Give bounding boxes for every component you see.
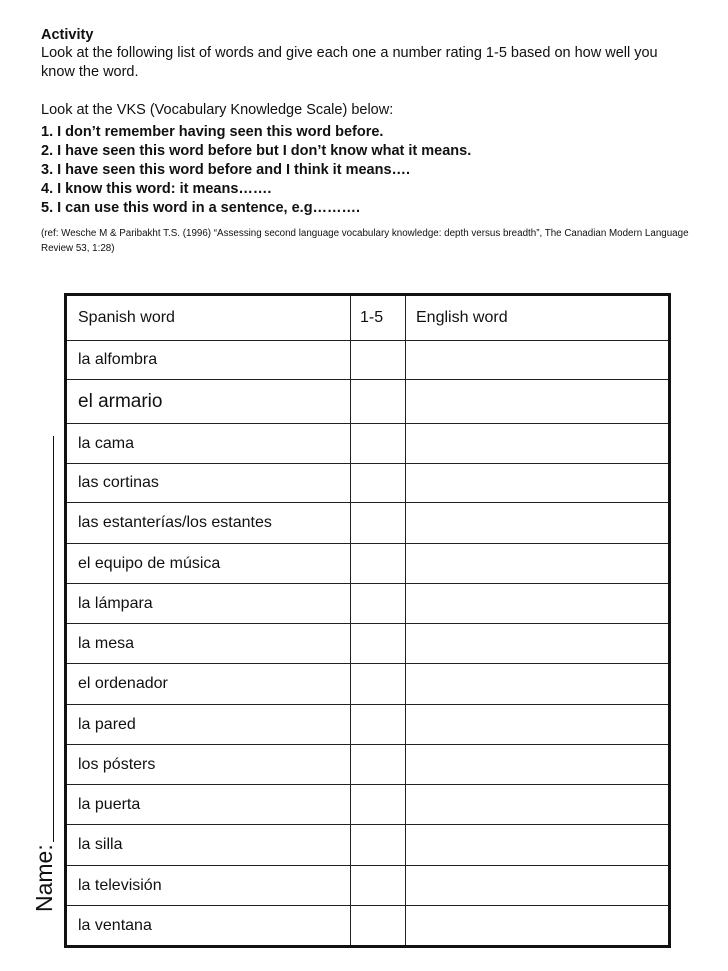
- activity-title: Activity: [41, 27, 94, 43]
- spanish-word-cell: la televisión: [66, 866, 351, 906]
- header-rating: 1-5: [351, 295, 406, 341]
- spanish-word-cell: la silla: [66, 825, 351, 866]
- english-word-cell[interactable]: [406, 380, 670, 424]
- spanish-word-cell: la pared: [66, 705, 351, 745]
- table-row: [66, 664, 670, 705]
- table-row: [66, 503, 670, 544]
- rating-cell[interactable]: [351, 544, 406, 584]
- spanish-word-cell: la lámpara: [66, 584, 351, 624]
- header-spanish-word: Spanish word: [66, 295, 351, 341]
- rating-cell[interactable]: [351, 745, 406, 785]
- english-word-cell[interactable]: [406, 424, 670, 464]
- spanish-word-cell: la mesa: [66, 624, 351, 664]
- table-row: [66, 825, 670, 866]
- reference-citation: (ref: Wesche M & Paribakht T.S. (1996) “Assessing second language vocabulary knowledge: depth versus breadth”, The Canadian Modern Language Review 53, 1:28): [41, 228, 689, 254]
- rating-cell[interactable]: [351, 424, 406, 464]
- english-word-cell[interactable]: [406, 584, 670, 624]
- vks-scale-list: [41, 123, 691, 218]
- english-word-cell[interactable]: [406, 624, 670, 664]
- english-word-cell[interactable]: [406, 544, 670, 584]
- name-label: Name:: [31, 844, 57, 912]
- header-english-word: English word: [406, 295, 670, 341]
- english-word-cell[interactable]: [406, 785, 670, 825]
- rating-cell[interactable]: [351, 825, 406, 866]
- scale-item-3: 3. I have seen this word before and I think it means….: [41, 162, 411, 178]
- spanish-word-cell: el equipo de música: [66, 544, 351, 584]
- scale-item-5: 5. I can use this word in a sentence, e.g……….: [41, 200, 361, 216]
- rating-cell[interactable]: [351, 624, 406, 664]
- spanish-word-cell: los pósters: [66, 745, 351, 785]
- english-word-cell[interactable]: [406, 464, 670, 503]
- rating-cell[interactable]: [351, 503, 406, 544]
- table-row: [66, 745, 670, 785]
- table-row: [66, 785, 670, 825]
- rating-cell[interactable]: [351, 584, 406, 624]
- name-field[interactable]: [31, 436, 57, 912]
- activity-instructions: Look at the following list of words and give each one a number rating 1-5 based on how well you know the word.: [41, 45, 658, 80]
- scale-item-1: 1. I don’t remember having seen this word before.: [41, 124, 384, 140]
- vks-intro: Look at the VKS (Vocabulary Knowledge Scale) below:: [41, 102, 394, 118]
- english-word-cell[interactable]: [406, 825, 670, 866]
- spanish-word-cell: la puerta: [66, 785, 351, 825]
- spanish-word-cell: la ventana: [66, 906, 351, 947]
- rating-cell[interactable]: [351, 341, 406, 380]
- rating-cell[interactable]: [351, 785, 406, 825]
- name-line[interactable]: [35, 436, 54, 842]
- english-word-cell[interactable]: [406, 745, 670, 785]
- table-row: [66, 705, 670, 745]
- scale-item-2: 2. I have seen this word before but I don’t know what it means.: [41, 143, 472, 159]
- rating-cell[interactable]: [351, 380, 406, 424]
- rating-cell[interactable]: [351, 664, 406, 705]
- spanish-word-cell: el ordenador: [66, 664, 351, 705]
- rating-cell[interactable]: [351, 705, 406, 745]
- scale-item-4: 4. I know this word: it means…….: [41, 181, 272, 197]
- table-row: [66, 380, 670, 424]
- table-row: [66, 544, 670, 584]
- table-row: [66, 624, 670, 664]
- rating-cell[interactable]: [351, 906, 406, 947]
- spanish-word-cell: la alfombra: [66, 341, 351, 380]
- english-word-cell[interactable]: [406, 664, 670, 705]
- rating-cell[interactable]: [351, 464, 406, 503]
- rating-cell[interactable]: [351, 866, 406, 906]
- english-word-cell[interactable]: [406, 503, 670, 544]
- table-row: [66, 584, 670, 624]
- table-row: [66, 464, 670, 503]
- english-word-cell[interactable]: [406, 866, 670, 906]
- spanish-word-cell: el armario: [66, 380, 351, 424]
- english-word-cell[interactable]: [406, 341, 670, 380]
- vocabulary-table: [64, 293, 671, 948]
- table-row: [66, 424, 670, 464]
- english-word-cell[interactable]: [406, 705, 670, 745]
- spanish-word-cell: las cortinas: [66, 464, 351, 503]
- table-row: [66, 866, 670, 906]
- spanish-word-cell: las estanterías/los estantes: [66, 503, 351, 544]
- spanish-word-cell: la cama: [66, 424, 351, 464]
- activity-header: [41, 26, 691, 256]
- english-word-cell[interactable]: [406, 906, 670, 947]
- table-row: [66, 906, 670, 947]
- table-header-row: [66, 295, 670, 341]
- table-row: [66, 341, 670, 380]
